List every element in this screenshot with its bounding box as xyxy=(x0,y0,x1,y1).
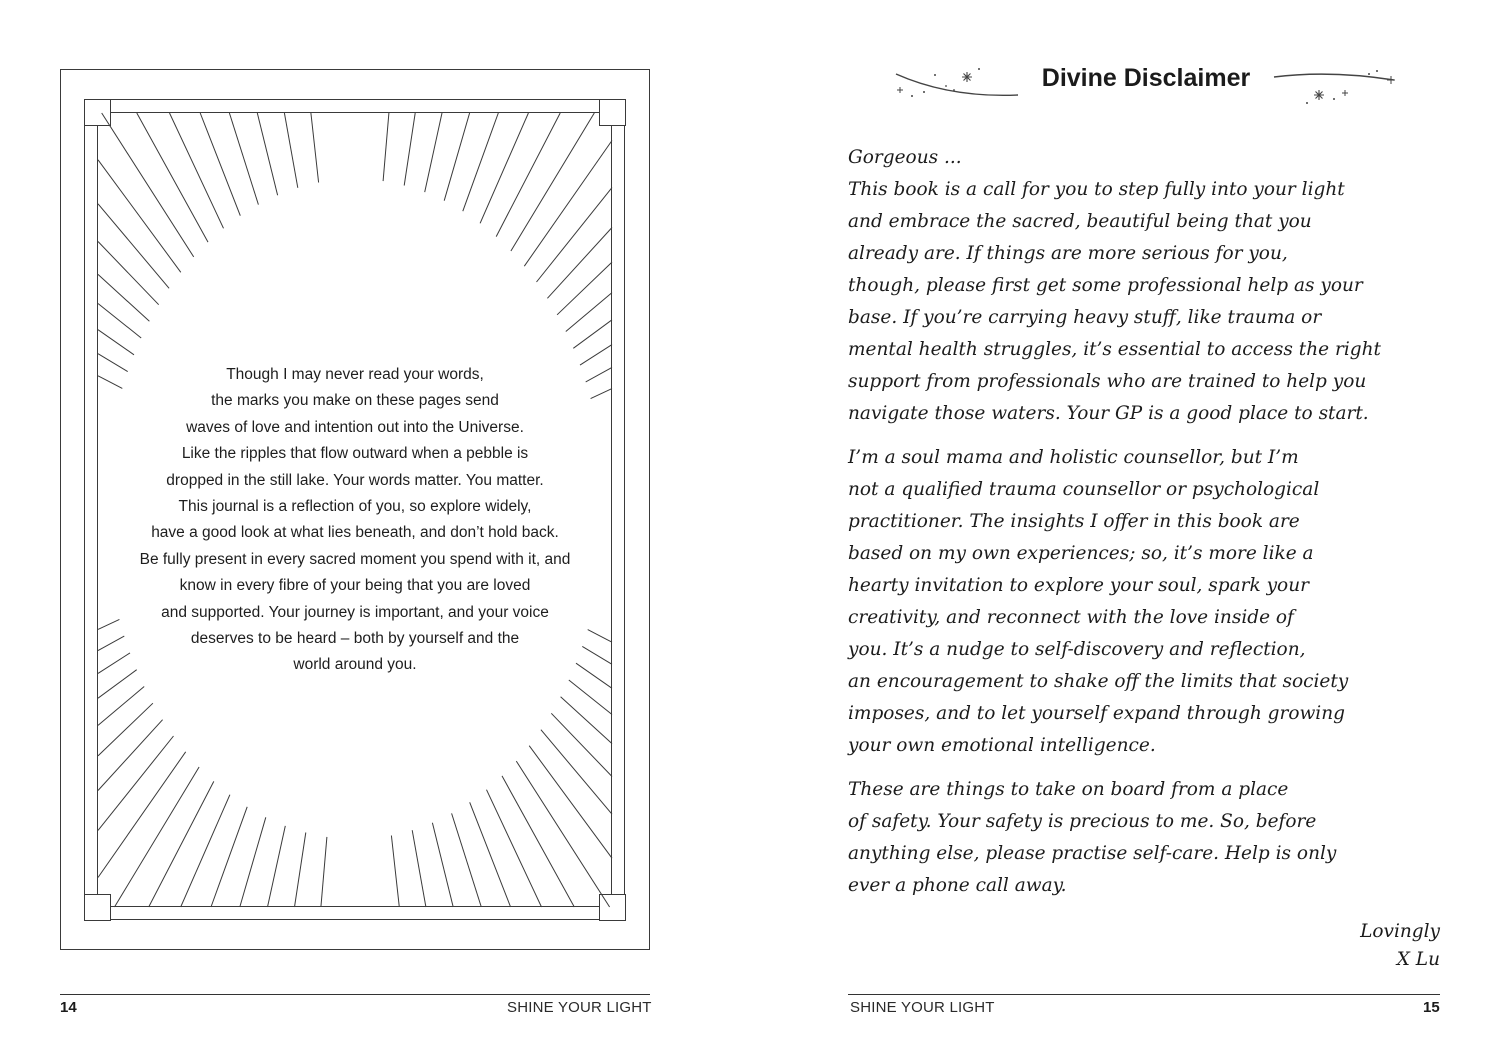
quote-line: know in every fibre of your being that you are loved xyxy=(179,577,531,595)
section-heading: Divine Disclaimer xyxy=(1041,64,1251,92)
letter-line: anything else, please practise self-care. Help is only xyxy=(848,843,1337,864)
letter-line: your own emotional intelligence. xyxy=(848,735,1156,756)
letter-line: Gorgeous ... xyxy=(848,147,962,168)
starry-swoosh-left-decoration xyxy=(890,62,1020,107)
quote-line: Be fully present in every sacred moment you spend with it, and xyxy=(139,550,571,568)
letter-line: and embrace the sacred, beautiful being that you xyxy=(848,211,1312,232)
starry-swoosh-right-decoration xyxy=(1270,62,1400,107)
running-title: SHINE YOUR LIGHT xyxy=(850,999,995,1016)
quote-line: world around you. xyxy=(293,656,417,674)
letter-line: of safety. Your safety is precious to me. So, before xyxy=(848,811,1317,832)
page-number: 15 xyxy=(1423,999,1440,1016)
quote-line: Though I may never read your words, xyxy=(226,366,484,383)
quote-line: have a good look at what lies beneath, and don’t hold back. xyxy=(151,524,559,542)
letter-line: support from professionals who are trained to help you xyxy=(848,371,1367,392)
letter-line: though, please first get some professional help as your xyxy=(848,275,1363,296)
footer-divider xyxy=(848,994,1440,995)
letter-line: imposes, and to let yourself expand through growing xyxy=(848,703,1345,724)
letter-line: mental health struggles, it’s essential to access the right xyxy=(848,339,1381,360)
letter-line: an encouragement to shake off the limits that society xyxy=(848,671,1349,692)
quote-line: dropped in the still lake. Your words matter. You matter. xyxy=(166,471,544,489)
signoff-line: Lovingly xyxy=(1360,921,1440,942)
letter-line: creativity, and reconnect with the love inside of xyxy=(848,607,1294,628)
letter-line: This book is a call for you to step fully into your light xyxy=(848,179,1345,200)
running-title: SHINE YOUR LIGHT xyxy=(507,999,652,1016)
signoff-signature: X Lu xyxy=(1396,949,1440,970)
letter-line: practitioner. The insights I offer in this book are xyxy=(848,511,1300,532)
inspirational-quote xyxy=(120,362,590,679)
letter-line: based on my own experiences; so, it’s more like a xyxy=(848,543,1314,564)
paragraph-gap xyxy=(848,430,1468,442)
quote-line: the marks you make on these pages send xyxy=(211,392,499,410)
letter-line: not a qualified trauma counsellor or psychological xyxy=(848,479,1320,500)
letter-signoff xyxy=(1340,918,1440,974)
letter-line: navigate those waters. Your GP is a good place to start. xyxy=(848,403,1369,424)
letter-line: These are things to take on board from a place xyxy=(848,779,1289,800)
quote-line: deserves to be heard – both by yourself and the xyxy=(190,630,520,648)
letter-line: ever a phone call away. xyxy=(848,875,1067,896)
quote-line: and supported. Your journey is important, and your voice xyxy=(161,603,549,621)
quote-line: This journal is a reflection of you, so explore widely, xyxy=(178,498,532,516)
letter-line: you. It’s a nudge to self-discovery and reflection, xyxy=(848,639,1306,660)
paragraph-gap xyxy=(848,762,1468,774)
letter-line: I’m a soul mama and holistic counsellor, but I’m xyxy=(848,447,1299,468)
footer-divider xyxy=(60,994,650,995)
letter-line: already are. If things are more serious for you, xyxy=(848,243,1288,264)
handwritten-letter xyxy=(848,142,1468,902)
page-number: 14 xyxy=(60,999,77,1016)
letter-line: hearty invitation to explore your soul, spark your xyxy=(848,575,1309,596)
letter-line: base. If you’re carrying heavy stuff, like trauma or xyxy=(848,307,1322,328)
quote-line: waves of love and intention out into the Universe. xyxy=(186,418,524,436)
quote-line: Like the ripples that flow outward when a pebble is xyxy=(181,445,529,463)
